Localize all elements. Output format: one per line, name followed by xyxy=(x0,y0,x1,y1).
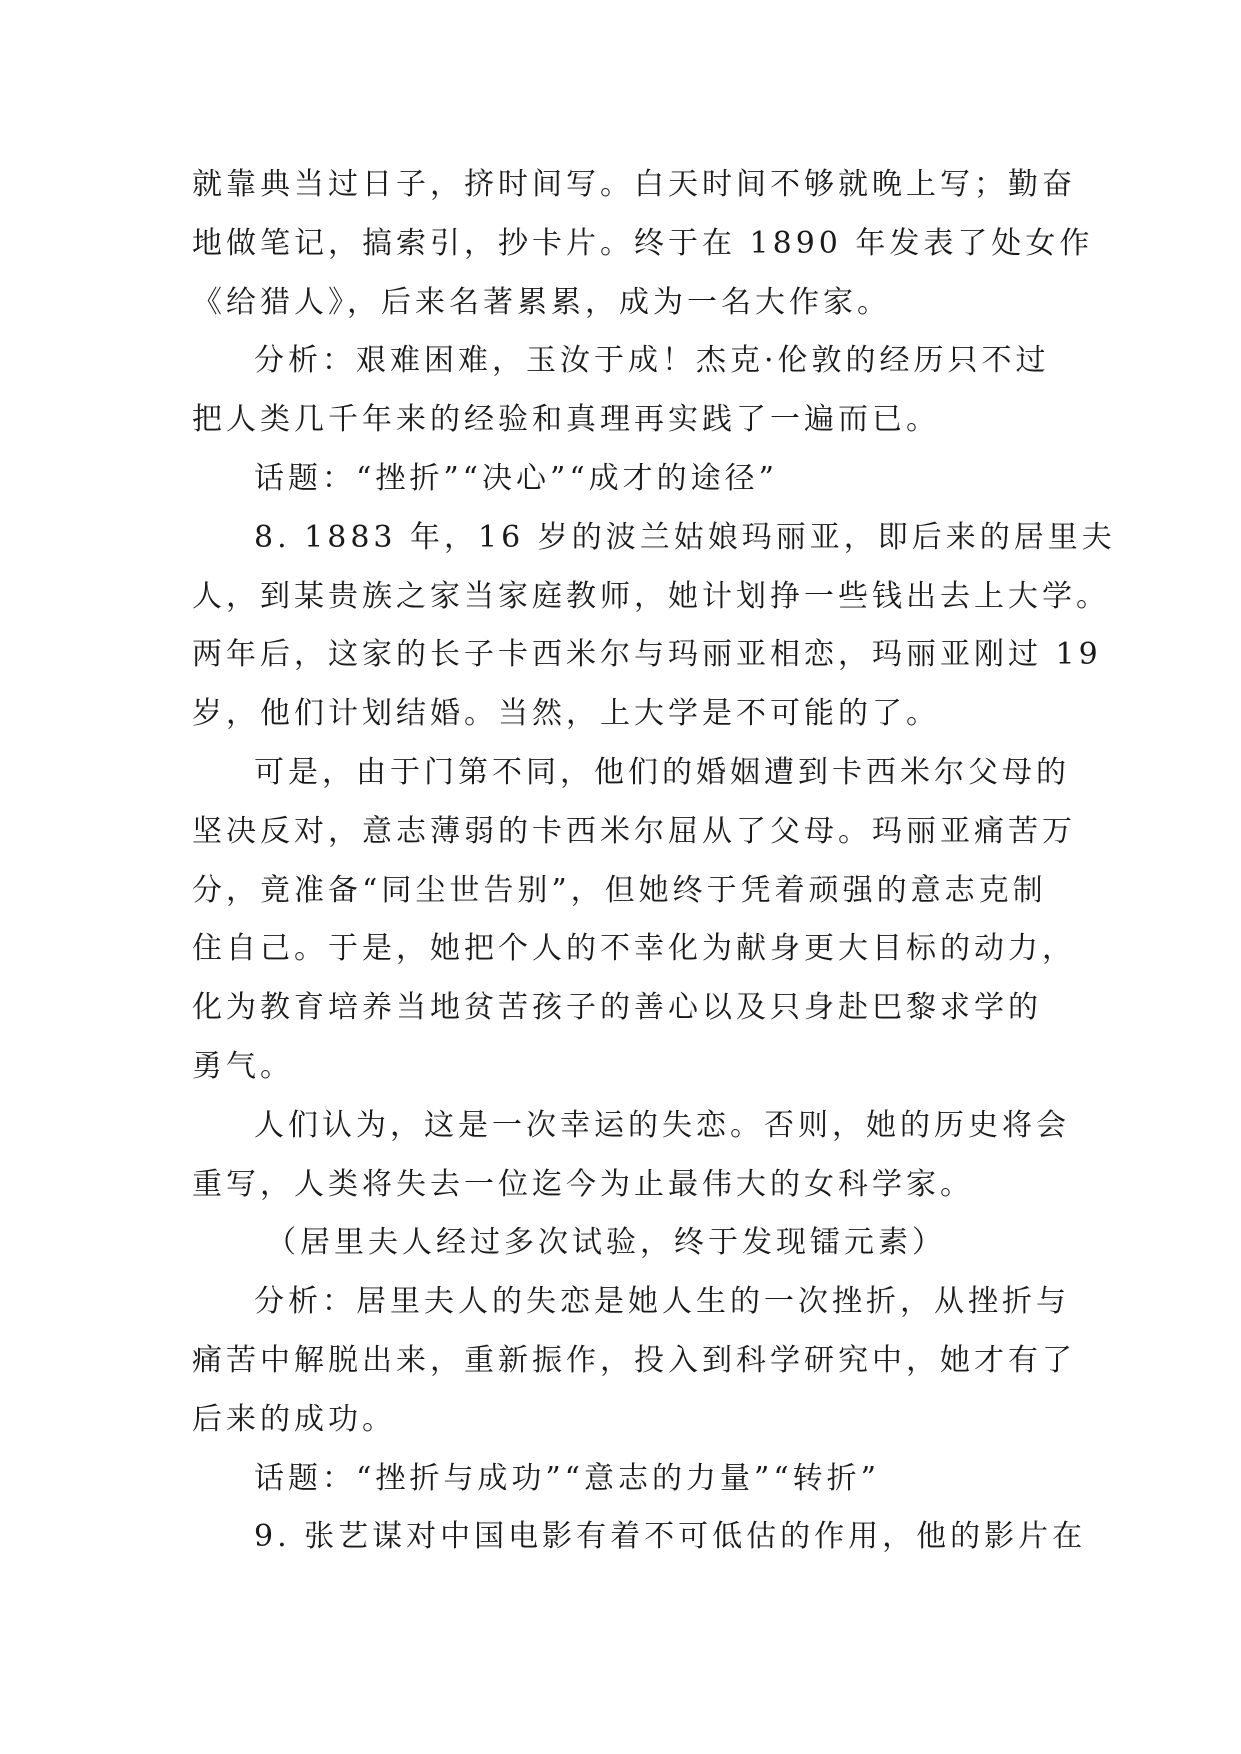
text-line: 就靠典当过日子，挤时间写。白天时间不够就晚上写；勤奋 xyxy=(192,167,1076,202)
numbered-item-line: 9. 张艺谋对中国电影有着不可低估的作用，他的影片在 xyxy=(254,1519,1087,1555)
text-line: 住自己。于是，她把个人的不幸化为献身更大目标的动力， xyxy=(192,931,1076,967)
numbered-item-line: 8. 1883 年，16 岁的波兰姑娘玛丽亚，即后来的居里夫 xyxy=(254,519,1116,555)
analysis-paragraph-line: 分析：艰难困难，玉汝于成！杰克·伦敦的经历只不过 xyxy=(254,343,1050,379)
topic-line: 话题：“挫折”“决心”“成才的途径” xyxy=(254,460,779,496)
text-line: 《给猎人》，后来名著累累，成为一名大作家。 xyxy=(192,284,891,320)
text-line: 岁，他们计划结婚。当然，上大学是不可能的了。 xyxy=(192,696,940,732)
text-line: 地做笔记，搞索引，抄卡片。终于在 1890 年发表了处女作 xyxy=(192,225,1094,261)
paragraph-line: 可是，由于门第不同，他们的婚姻遭到卡西米尔父母的 xyxy=(254,754,1070,790)
text-line: 两年后，这家的长子卡西米尔与玛丽亚相恋，玛丽亚刚过 19 xyxy=(192,637,1102,673)
text-line: 痛苦中解脱出来，重新振作，投入到科学研究中，她才有了 xyxy=(192,1342,1076,1378)
text-line: 坚决反对，意志薄弱的卡西米尔屈从了父母。玛丽亚痛苦万 xyxy=(192,813,1076,849)
text-line: 把人类几千年来的经验和真理再实践了一遍而已。 xyxy=(192,402,940,438)
paragraph-line: 人们认为，这是一次幸运的失恋。否则，她的历史将会 xyxy=(254,1107,1070,1143)
text-line: 重写，人类将失去一位迄今为止最伟大的女科学家。 xyxy=(192,1166,974,1202)
text-line: 勇气。 xyxy=(192,1048,294,1084)
text-line: 分，竟准备“同尘世告别”，但她终于凭着顽强的意志克制 xyxy=(192,872,1047,908)
text-line: 化为教育培养当地贫苦孩子的善心以及只身赴巴黎求学的 xyxy=(192,990,1042,1026)
text-line: 后来的成功。 xyxy=(192,1401,396,1437)
text-line: 人，到某贵族之家当家庭教师，她计划挣一些钱出去上大学。 xyxy=(192,578,1110,614)
document-body xyxy=(192,156,1116,1567)
analysis-paragraph-line: 分析：居里夫人的失恋是她人生的一次挫折，从挫折与 xyxy=(254,1284,1070,1320)
caption-line: （居里夫人经过多次试验，终于发现镭元素） xyxy=(266,1225,946,1261)
topic-line: 话题：“挫折与成功”“意志的力量”“转折” xyxy=(254,1460,881,1496)
